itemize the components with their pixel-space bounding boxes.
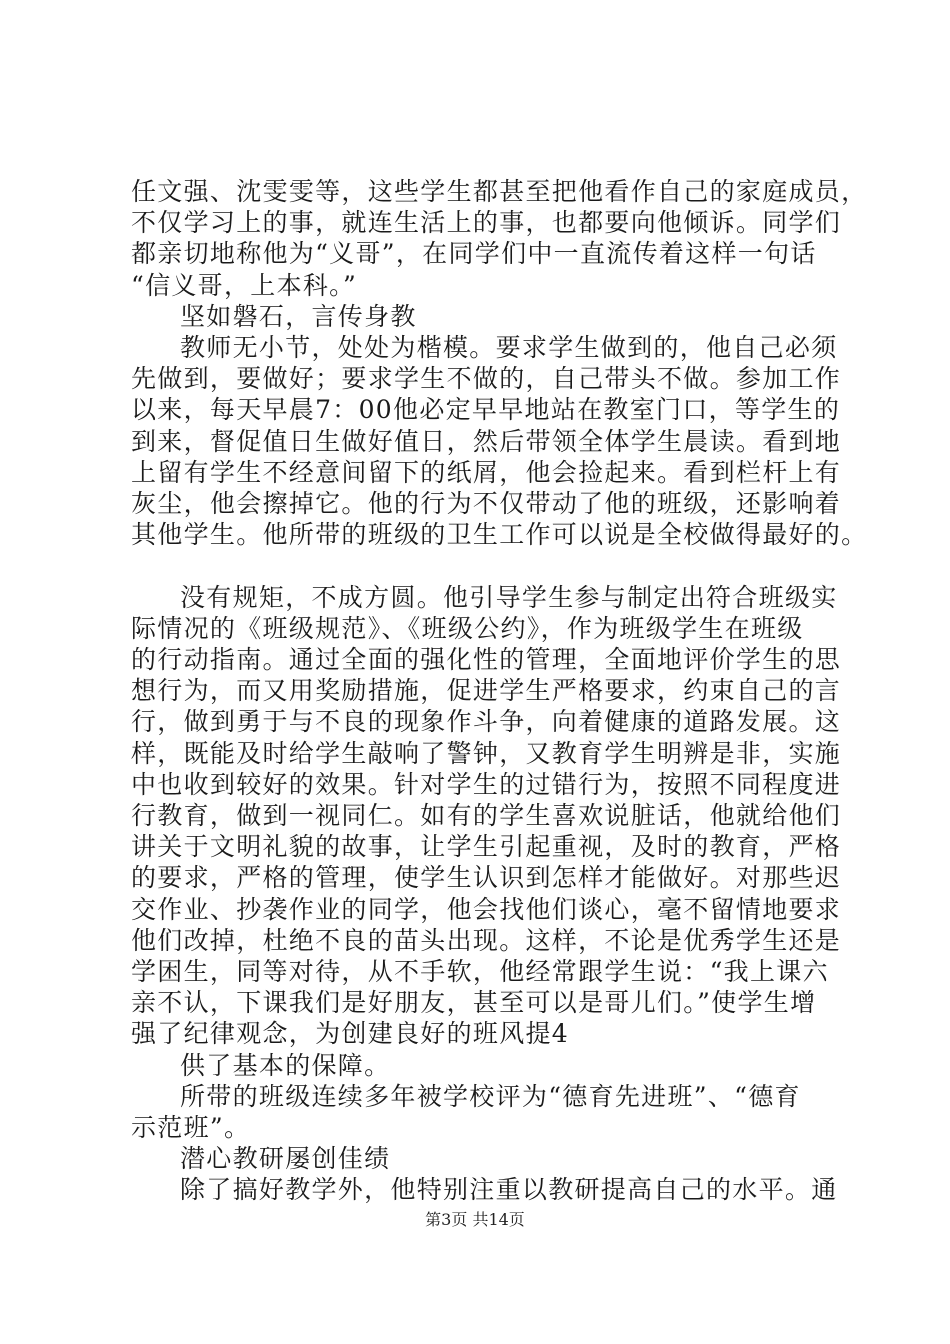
paragraph-line: 都亲切地称他为“义哥”，在同学们中一直流传着这样一句话 [131, 239, 817, 268]
paragraph-line: 行教育，做到一视同仁。如有的学生喜欢说脏话，他就给他们 [131, 801, 842, 830]
paragraph-line: 所带的班级连续多年被学校评为“德育先进班”、“德育 [180, 1082, 801, 1111]
paragraph-line: 不仅学习上的事，就连生活上的事，也都要向他倾诉。同学们 [131, 208, 842, 237]
paragraph-line: 上留有学生不经意间留下的纸屑，他会捡起来。看到栏杆上有 [131, 458, 842, 487]
paragraph-line: 灰尘，他会擦掉它。他的行为不仅带动了他的班级，还影响着 [131, 489, 842, 518]
paragraph-line: 到来，督促值日生做好值日，然后带领全体学生晨读。看到地 [131, 427, 842, 456]
paragraph-line: 样，既能及时给学生敲响了警钟，又教育学生明辨是非，实施 [131, 739, 842, 768]
paragraph-line: 想行为，而又用奖励措施，促进学生严格要求，约束自己的言 [131, 676, 842, 705]
paragraph-line: 中也收到较好的效果。针对学生的过错行为，按照不同程度进 [131, 770, 842, 799]
paragraph-line: 强了纪律观念，为创建良好的班风提4 [131, 1019, 570, 1048]
paragraph-line: 讲关于文明礼貌的故事，让学生引起重视，及时的教育，严格 [131, 832, 842, 861]
paragraph-line: 的行动指南。通过全面的强化性的管理，全面地评价学生的思 [131, 645, 842, 674]
section-heading: 坚如磐石，言传身教 [180, 302, 417, 331]
paragraph-line: 任文强、沈雯雯等，这些学生都甚至把他看作自己的家庭成员， [131, 177, 868, 206]
paragraph-line: 除了搞好教学外，他特别注重以教研提高自己的水平。通 [180, 1175, 838, 1204]
paragraph-line: 其他学生。他所带的班级的卫生工作可以说是全校做得最好的。 [131, 520, 868, 549]
paragraph-line: 他们改掉，杜绝不良的苗头出现。这样，不论是优秀学生还是 [131, 926, 842, 955]
paragraph-line: 先做到，要做好；要求学生不做的，自己带头不做。参加工作 [131, 364, 842, 393]
paragraph-line: 际情况的《班级规范》、《班级公约》，作为班级学生在班级 [131, 614, 804, 643]
paragraph-line: 供了基本的保障。 [180, 1051, 391, 1080]
paragraph-line: 没有规矩，不成方圆。他引导学生参与制定出符合班级实 [180, 583, 838, 612]
section-heading: 潜心教研屡创佳绩 [180, 1144, 391, 1173]
paragraph-line: 的要求，严格的管理，使学生认识到怎样才能做好。对那些迟 [131, 863, 842, 892]
paragraph-line: 示范班”。 [131, 1113, 251, 1142]
paragraph-line: 以来，每天早晨7：00他必定早早地站在教室门口，等学生的 [131, 395, 841, 424]
paragraph-line: 学困生，同等对待，从不手软，他经常跟学生说：“我上课六 [131, 957, 829, 986]
paragraph-line: 行，做到勇于与不良的现象作斗争，向着健康的道路发展。这 [131, 707, 842, 736]
page-number-footer: 第3页 共14页 [425, 1210, 525, 1229]
paragraph-line: “信义哥，上本科。” [131, 271, 358, 300]
paragraph-line: 教师无小节，处处为楷模。要求学生做到的，他自己必须 [180, 333, 838, 362]
paragraph-line: 交作业、抄袭作业的同学，他会找他们谈心，毫不留情地要求 [131, 895, 842, 924]
paragraph-line: 亲不认，下课我们是好朋友，甚至可以是哥儿们。”使学生增 [131, 988, 817, 1017]
